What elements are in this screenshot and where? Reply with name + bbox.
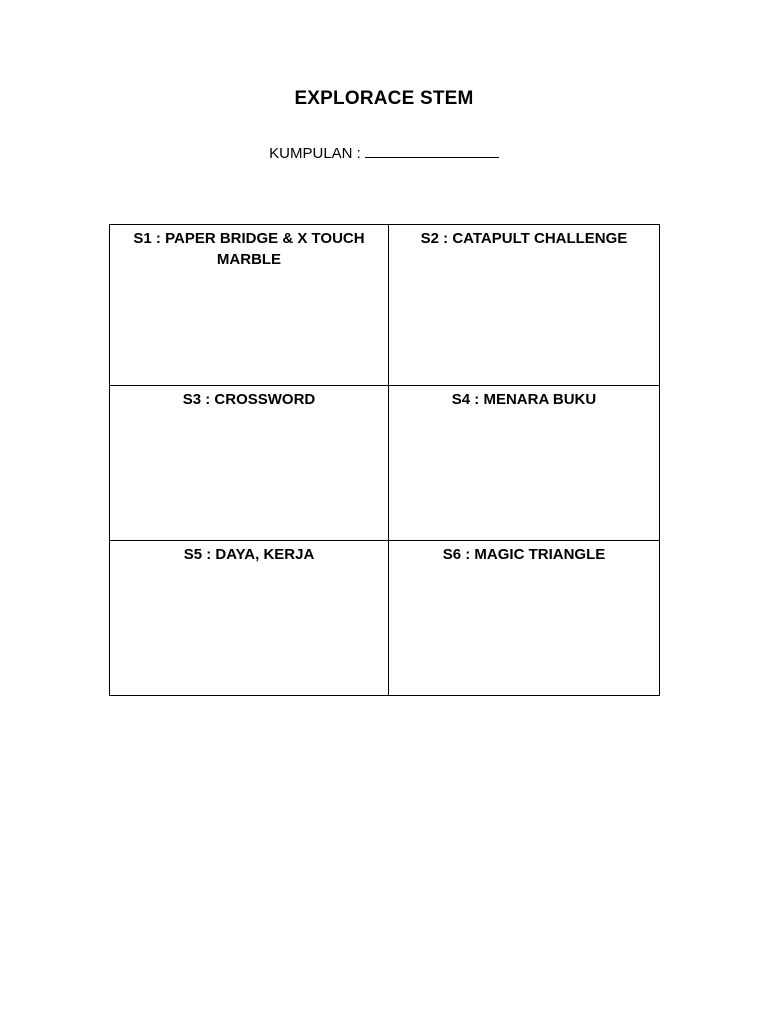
station-label: S1 : PAPER BRIDGE & X TOUCH MARBLE xyxy=(133,230,365,268)
station-label: S4 : MENARA BUKU xyxy=(451,391,597,408)
station-label: S6 : MAGIC TRIANGLE xyxy=(442,546,606,563)
station-label: S2 : CATAPULT CHALLENGE xyxy=(420,230,628,247)
station-cell-s5 xyxy=(110,541,389,696)
station-grid xyxy=(109,224,660,696)
station-label: S5 : DAYA, KERJA xyxy=(183,546,315,563)
group-label: KUMPULAN : xyxy=(269,145,361,162)
station-cell-s3 xyxy=(110,386,389,541)
station-label: S3 : CROSSWORD xyxy=(182,391,316,408)
page-title: EXPLORACE STEM xyxy=(294,88,474,109)
station-cell-s6 xyxy=(389,541,660,696)
station-cell-s1 xyxy=(110,225,389,386)
grid-row xyxy=(110,541,660,696)
group-blank-line xyxy=(365,142,499,158)
grid-row xyxy=(110,225,660,386)
station-cell-s2 xyxy=(389,225,660,386)
station-cell-s4 xyxy=(389,386,660,541)
grid-row xyxy=(110,386,660,541)
group-field xyxy=(0,142,768,162)
